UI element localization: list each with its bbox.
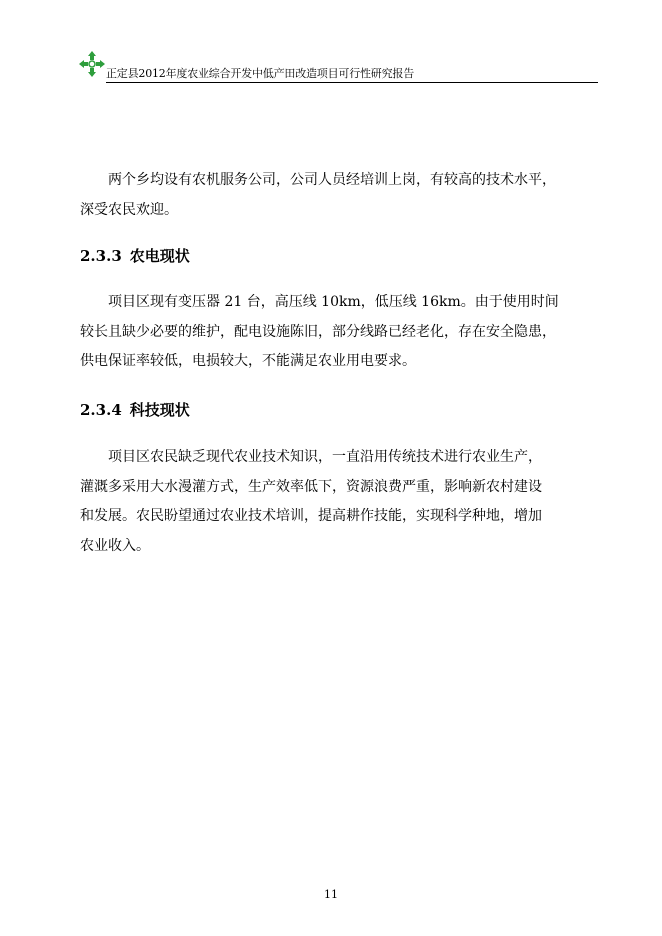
paragraph-farm-machinery: [80, 166, 592, 225]
paragraph-line: 深受农民欢迎。: [80, 201, 178, 218]
paragraph-line: 两个乡均设有农机服务公司，公司人员经培训上岗，有较高的技术水平，: [108, 172, 556, 188]
paragraph-line: 供电保证率较低，电损较大，不能满足农业用电要求。: [80, 353, 416, 369]
section-title: 科技现状: [129, 401, 190, 419]
paragraph-line: 农业收入。: [80, 537, 150, 554]
section-number: 2.3.4: [80, 401, 122, 419]
paragraph-line: 项目区现有变压器 21 台，高压线 10km，低压线 16km。由于使用时间: [108, 294, 559, 310]
paragraph-line: 项目区农民缺乏现代农业技术知识，一直沿用传统技术进行农业生产，: [108, 449, 542, 465]
paragraph-line: 和发展。农民盼望通过农业技术培训，提高耕作技能，实现科学种地，增加: [80, 508, 542, 524]
paragraph-line: 灌溉多采用大水漫灌方式，生产效率低下，资源浪费严重，影响新农村建设: [80, 478, 542, 495]
header-title: 正定县2012年度农业综合开发中低产田改造项目可行性研究报告: [106, 67, 414, 80]
green-arrows-logo-icon: [78, 50, 106, 78]
section-heading-2-3-4: [80, 400, 190, 420]
section-number: 2.3.3: [80, 247, 122, 265]
paragraph-line: 较长且缺少必要的维护，配电设施陈旧，部分线路已经老化，存在安全隐患，: [80, 323, 556, 340]
paragraph-technology: [80, 443, 592, 561]
header-rule: [106, 82, 598, 83]
page-header: [78, 50, 598, 84]
paragraph-rural-power: [80, 288, 592, 377]
section-title: 农电现状: [129, 247, 190, 265]
page-number: 11: [324, 888, 338, 901]
section-heading-2-3-3: [80, 246, 190, 266]
